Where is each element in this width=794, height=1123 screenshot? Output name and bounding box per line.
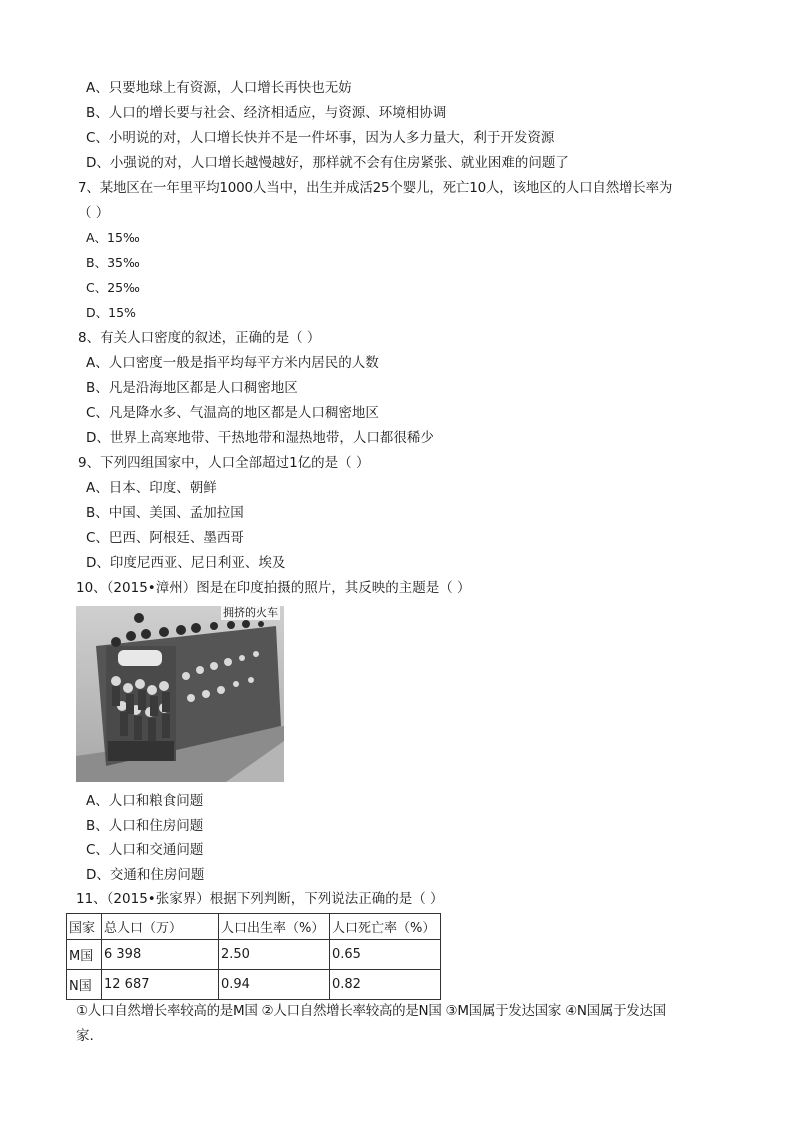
- q11-stem: 11、（2015•张家界）根据下列判断，下列说法正确的是（ ）: [76, 891, 444, 907]
- q8-option-c: C、凡是降水多、气温高的地区都是人口稠密地区: [86, 405, 379, 421]
- q7-option-a: A、15‰: [86, 230, 140, 245]
- q10-stem: 10、（2015•漳州）图是在印度拍摄的照片，其反映的主题是（ ）: [76, 580, 471, 596]
- q9-stem: 9、下列四组国家中，人口全部超过1亿的是（ ）: [78, 455, 370, 471]
- table-cell: N国: [67, 970, 102, 1000]
- q9-option-c: C、巴西、阿根廷、墨西哥: [86, 530, 244, 546]
- crowded-train-photo: [76, 606, 284, 782]
- table-header-cell: 总人口（万）: [102, 914, 219, 940]
- q8-option-d: D、世界上高寒地带、干热地带和湿热地带，人口都很稀少: [86, 430, 434, 446]
- population-table: [66, 913, 441, 1000]
- table-cell: 0.65: [330, 940, 441, 970]
- q6-option-a: A、只要地球上有资源，人口增长再快也无妨: [86, 80, 352, 96]
- table-cell: 2.50: [219, 940, 330, 970]
- q10-option-b: B、人口和住房问题: [86, 818, 204, 834]
- crowded-train-illustration: [76, 606, 284, 782]
- table-cell: M国: [67, 940, 102, 970]
- table-row: [67, 970, 441, 1000]
- table-header-cell: 人口出生率（%）: [219, 914, 330, 940]
- q9-option-d: D、印度尼西亚、尼日利亚、埃及: [86, 555, 286, 571]
- q8-option-b: B、凡是沿海地区都是人口稠密地区: [86, 380, 298, 396]
- q10-option-c: C、人口和交通问题: [86, 842, 204, 858]
- table-header-cell: 人口死亡率（%）: [330, 914, 441, 940]
- q9-option-a: A、日本、印度、朝鲜: [86, 480, 217, 496]
- q8-stem: 8、有关人口密度的叙述，正确的是（ ）: [78, 330, 321, 346]
- table-header-cell: 国家: [67, 914, 102, 940]
- q10-option-a: A、人口和粮食问题: [86, 793, 204, 809]
- q7-stem-cont: （ ）: [78, 205, 110, 221]
- q6-option-b: B、人口的增长要与社会、经济相适应，与资源、环境相协调: [86, 105, 447, 121]
- q7-stem: 7、某地区在一年里平均1000人当中，出生并成活25个婴儿，死亡10人，该地区的人口自然增长率为: [78, 180, 673, 196]
- q9-option-b: B、中国、美国、孟加拉国: [86, 505, 244, 521]
- q7-option-c: C、25‰: [86, 280, 140, 295]
- q11-statements-line1: ①人口自然增长率较高的是M国 ②人口自然增长率较高的是N国 ③M国属于发达国家 ④N国属于发达国: [76, 1003, 666, 1019]
- q8-option-a: A、人口密度一般是指平均每平方米内居民的人数: [86, 355, 379, 371]
- table-cell: 0.82: [330, 970, 441, 1000]
- table-cell: 6 398: [102, 940, 219, 970]
- q6-option-c: C、小明说的对，人口增长快并不是一件坏事，因为人多力量大，利于开发资源: [86, 130, 555, 146]
- q7-option-b: B、35‰: [86, 255, 140, 270]
- table-cell: 0.94: [219, 970, 330, 1000]
- photo-caption: 拥挤的火车: [223, 606, 278, 619]
- table-cell: 12 687: [102, 970, 219, 1000]
- q6-option-d: D、小强说的对，人口增长越慢越好，那样就不会有住房紧张、就业困难的问题了: [86, 155, 569, 171]
- table-header-row: [67, 914, 441, 940]
- q11-statements-line2: 家.: [76, 1028, 94, 1044]
- q10-option-d: D、交通和住房问题: [86, 867, 205, 883]
- table-row: [67, 940, 441, 970]
- q7-option-d: D、15%: [86, 305, 136, 320]
